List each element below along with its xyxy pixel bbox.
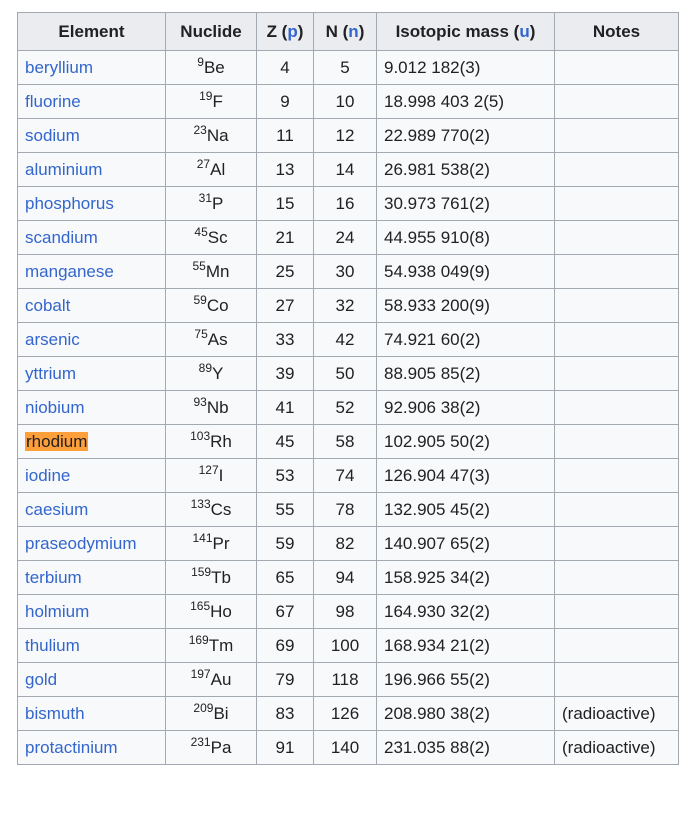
- element-symbol: Rh: [210, 431, 232, 451]
- header-n: [314, 13, 377, 51]
- table-row: [18, 153, 679, 187]
- notes-cell: [555, 527, 679, 561]
- header-notes-label: Notes: [592, 21, 641, 41]
- table-row: [18, 493, 679, 527]
- header-mass-label: Isotopic mass (: [395, 21, 520, 41]
- element-link-sodium[interactable]: sodium: [25, 125, 80, 145]
- header-isotopic-mass: [377, 13, 555, 51]
- isotopic-mass-cell: 22.989 770(2): [377, 119, 555, 153]
- element-symbol: Sc: [207, 227, 228, 247]
- header-z-label: Z (: [266, 21, 288, 41]
- proton-link[interactable]: p: [287, 21, 298, 41]
- notes-cell: [555, 459, 679, 493]
- nuclide-cell: [166, 119, 257, 153]
- table-row: [18, 459, 679, 493]
- proton-count-cell: 79: [257, 663, 314, 697]
- element-link-rhodium[interactable]: rhodium: [26, 431, 88, 451]
- header-n-label: N (: [325, 21, 349, 41]
- isotopic-mass-cell: 58.933 200(9): [377, 289, 555, 323]
- table-row: [18, 629, 679, 663]
- element-symbol: Cs: [210, 499, 232, 519]
- notes-cell: [555, 391, 679, 425]
- neutron-count-cell: 30: [314, 255, 377, 289]
- notes-cell: [555, 289, 679, 323]
- mononuclidic-elements-table: [17, 12, 679, 765]
- proton-count-cell: 41: [257, 391, 314, 425]
- element-symbol: F: [212, 91, 223, 111]
- element-symbol: P: [212, 193, 224, 213]
- element-link-protactinium[interactable]: protactinium: [25, 737, 118, 757]
- element-cell: [18, 187, 166, 221]
- mass-number: 55: [192, 258, 206, 273]
- neutron-count-cell: 94: [314, 561, 377, 595]
- proton-count-cell: 15: [257, 187, 314, 221]
- proton-count-cell: 4: [257, 51, 314, 85]
- isotopic-mass-cell: 9.012 182(3): [377, 51, 555, 85]
- notes-cell: [555, 493, 679, 527]
- neutron-count-cell: 32: [314, 289, 377, 323]
- notes-cell: [555, 561, 679, 595]
- table-row: [18, 595, 679, 629]
- header-notes: [555, 13, 679, 51]
- table-row: [18, 425, 679, 459]
- element-symbol: Au: [210, 669, 232, 689]
- neutron-count-cell: 98: [314, 595, 377, 629]
- element-cell: [18, 629, 166, 663]
- table-row: [18, 357, 679, 391]
- neutron-count-cell: 126: [314, 697, 377, 731]
- notes-cell: [555, 187, 679, 221]
- table-row: [18, 187, 679, 221]
- nuclide-cell: [166, 663, 257, 697]
- proton-count-cell: 25: [257, 255, 314, 289]
- element-cell: [18, 153, 166, 187]
- table-row: [18, 731, 679, 765]
- nuclide-cell: [166, 459, 257, 493]
- mass-number: 9: [197, 54, 204, 69]
- header-z: [257, 13, 314, 51]
- element-symbol: Mn: [205, 261, 230, 281]
- notes-cell: [555, 323, 679, 357]
- header-z-suffix: ): [297, 21, 304, 41]
- element-link-caesium[interactable]: caesium: [25, 499, 89, 519]
- table-row: [18, 323, 679, 357]
- isotopic-mass-cell: 168.934 21(2): [377, 629, 555, 663]
- proton-count-cell: 39: [257, 357, 314, 391]
- notes-cell: [555, 629, 679, 663]
- element-link-fluorine[interactable]: fluorine: [25, 91, 81, 111]
- isotopic-mass-cell: 132.905 45(2): [377, 493, 555, 527]
- proton-count-cell: 27: [257, 289, 314, 323]
- element-symbol: Na: [206, 125, 229, 145]
- neutron-count-cell: 42: [314, 323, 377, 357]
- element-symbol: Tb: [211, 567, 231, 587]
- nuclide-cell: [166, 493, 257, 527]
- notes-cell: [555, 255, 679, 289]
- mass-number: 141: [192, 530, 213, 545]
- element-symbol: Pr: [212, 533, 230, 553]
- proton-count-cell: 59: [257, 527, 314, 561]
- proton-count-cell: 13: [257, 153, 314, 187]
- mass-number: 31: [198, 190, 212, 205]
- neutron-count-cell: 52: [314, 391, 377, 425]
- mass-number: 93: [193, 394, 207, 409]
- isotopic-mass-cell: 140.907 65(2): [377, 527, 555, 561]
- isotopic-mass-cell: 26.981 538(2): [377, 153, 555, 187]
- mass-number: 197: [190, 666, 211, 681]
- element-link-iodine[interactable]: iodine: [25, 465, 71, 485]
- nuclide-cell: [166, 51, 257, 85]
- proton-count-cell: 9: [257, 85, 314, 119]
- header-nuclide-label: Nuclide: [180, 21, 242, 41]
- header-element: [18, 13, 166, 51]
- notes-cell: [555, 425, 679, 459]
- isotopic-mass-cell: 74.921 60(2): [377, 323, 555, 357]
- nuclide-cell: [166, 289, 257, 323]
- mass-number: 27: [196, 156, 211, 171]
- table-row: [18, 289, 679, 323]
- notes-cell: [555, 221, 679, 255]
- isotopic-mass-cell: 208.980 38(2): [377, 697, 555, 731]
- mass-number: 89: [198, 360, 212, 375]
- notes-cell: [555, 85, 679, 119]
- element-cell: [18, 323, 166, 357]
- nuclide-cell: [166, 425, 257, 459]
- notes-cell: [555, 51, 679, 85]
- element-link-beryllium[interactable]: beryllium: [25, 57, 94, 77]
- table-row: [18, 391, 679, 425]
- proton-count-cell: 21: [257, 221, 314, 255]
- table-row: [18, 85, 679, 119]
- element-cell: [18, 357, 166, 391]
- element-symbol: Al: [210, 159, 226, 179]
- neutron-count-cell: 82: [314, 527, 377, 561]
- header-mass-suffix: ): [529, 21, 536, 41]
- notes-cell: [555, 357, 679, 391]
- table-row: [18, 51, 679, 85]
- element-symbol: Pa: [210, 737, 232, 757]
- nuclide-cell: [166, 527, 257, 561]
- neutron-count-cell: 14: [314, 153, 377, 187]
- header-nuclide: [166, 13, 257, 51]
- mass-number: 59: [193, 292, 207, 307]
- element-cell: [18, 459, 166, 493]
- neutron-count-cell: 16: [314, 187, 377, 221]
- isotopic-mass-cell: 196.966 55(2): [377, 663, 555, 697]
- element-link-yttrium[interactable]: yttrium: [25, 363, 76, 383]
- nuclide-cell: [166, 731, 257, 765]
- element-cell: [18, 119, 166, 153]
- element-link-terbium[interactable]: terbium: [25, 567, 82, 587]
- table-row: [18, 561, 679, 595]
- mass-number: 133: [190, 496, 211, 511]
- element-symbol: Nb: [206, 397, 229, 417]
- element-link-arsenic[interactable]: arsenic: [25, 329, 80, 349]
- neutron-count-cell: 5: [314, 51, 377, 85]
- table-body: [18, 51, 679, 765]
- element-cell: [18, 255, 166, 289]
- element-symbol: I: [218, 465, 224, 485]
- proton-count-cell: 91: [257, 731, 314, 765]
- element-symbol: As: [207, 329, 228, 349]
- proton-count-cell: 33: [257, 323, 314, 357]
- neutron-count-cell: 78: [314, 493, 377, 527]
- nuclide-cell: [166, 221, 257, 255]
- nuclide-cell: [166, 595, 257, 629]
- isotopic-mass-cell: 54.938 049(9): [377, 255, 555, 289]
- mass-number: 127: [198, 462, 219, 477]
- mass-number: 19: [199, 88, 213, 103]
- isotopic-mass-cell: 44.955 910(8): [377, 221, 555, 255]
- nuclide-cell: [166, 85, 257, 119]
- header-element-label: Element: [58, 21, 125, 41]
- mass-number: 231: [190, 734, 211, 749]
- neutron-count-cell: 12: [314, 119, 377, 153]
- element-cell: [18, 425, 166, 459]
- element-cell: [18, 289, 166, 323]
- isotopic-mass-cell: 231.035 88(2): [377, 731, 555, 765]
- element-link-scandium[interactable]: scandium: [25, 227, 98, 247]
- element-symbol: Be: [203, 57, 225, 77]
- nuclide-cell: [166, 153, 257, 187]
- proton-count-cell: 53: [257, 459, 314, 493]
- neutron-count-cell: 58: [314, 425, 377, 459]
- element-cell: [18, 561, 166, 595]
- notes-cell: [555, 663, 679, 697]
- neutron-count-cell: 10: [314, 85, 377, 119]
- element-symbol: Bi: [213, 703, 229, 723]
- mass-number: 169: [188, 632, 209, 647]
- notes-cell: (radioactive): [555, 697, 679, 731]
- element-cell: [18, 663, 166, 697]
- element-symbol: Ho: [210, 601, 232, 621]
- element-symbol: Y: [212, 363, 224, 383]
- notes-cell: [555, 153, 679, 187]
- isotopic-mass-cell: 30.973 761(2): [377, 187, 555, 221]
- table-row: [18, 255, 679, 289]
- header-n-suffix: ): [358, 21, 365, 41]
- table-row: [18, 663, 679, 697]
- isotopic-mass-cell: 158.925 34(2): [377, 561, 555, 595]
- mass-number: 209: [193, 700, 214, 715]
- isotopic-mass-cell: 92.906 38(2): [377, 391, 555, 425]
- notes-cell: (radioactive): [555, 731, 679, 765]
- isotopic-mass-cell: 18.998 403 2(5): [377, 85, 555, 119]
- neutron-count-cell: 118: [314, 663, 377, 697]
- nuclide-cell: [166, 357, 257, 391]
- proton-count-cell: 45: [257, 425, 314, 459]
- element-link-niobium[interactable]: niobium: [25, 397, 85, 417]
- table-wrapper: [17, 12, 679, 765]
- element-link-gold[interactable]: gold: [25, 669, 58, 689]
- element-link-phosphorus[interactable]: phosphorus: [25, 193, 114, 213]
- neutron-count-cell: 140: [314, 731, 377, 765]
- table-row: [18, 119, 679, 153]
- element-cell: [18, 493, 166, 527]
- table-row: [18, 697, 679, 731]
- nuclide-cell: [166, 187, 257, 221]
- neutron-count-cell: 74: [314, 459, 377, 493]
- element-link-manganese[interactable]: manganese: [25, 261, 114, 281]
- mass-number: 103: [190, 428, 211, 443]
- element-link-praseodymium[interactable]: praseodymium: [25, 533, 137, 553]
- proton-count-cell: 55: [257, 493, 314, 527]
- proton-count-cell: 83: [257, 697, 314, 731]
- neutron-count-cell: 50: [314, 357, 377, 391]
- proton-count-cell: 69: [257, 629, 314, 663]
- element-cell: [18, 51, 166, 85]
- neutron-count-cell: 24: [314, 221, 377, 255]
- isotopic-mass-cell: 126.904 47(3): [377, 459, 555, 493]
- notes-cell: [555, 119, 679, 153]
- nuclide-cell: [166, 255, 257, 289]
- element-cell: [18, 697, 166, 731]
- notes-cell: [555, 595, 679, 629]
- nuclide-cell: [166, 697, 257, 731]
- proton-count-cell: 11: [257, 119, 314, 153]
- nuclide-cell: [166, 629, 257, 663]
- proton-count-cell: 65: [257, 561, 314, 595]
- element-cell: [18, 595, 166, 629]
- element-cell: [18, 527, 166, 561]
- element-cell: [18, 85, 166, 119]
- nuclide-cell: [166, 323, 257, 357]
- mass-number: 159: [191, 564, 212, 579]
- element-link-aluminium[interactable]: aluminium: [25, 159, 103, 179]
- neutron-link[interactable]: n: [348, 21, 359, 41]
- element-symbol: Co: [206, 295, 229, 315]
- isotopic-mass-cell: 164.930 32(2): [377, 595, 555, 629]
- mass-number: 45: [194, 224, 208, 239]
- element-link-holmium[interactable]: holmium: [25, 601, 90, 621]
- header-row: [18, 13, 679, 51]
- mass-number: 165: [190, 598, 211, 613]
- element-cell: [18, 731, 166, 765]
- neutron-count-cell: 100: [314, 629, 377, 663]
- proton-count-cell: 67: [257, 595, 314, 629]
- isotopic-mass-cell: 88.905 85(2): [377, 357, 555, 391]
- element-link-bismuth[interactable]: bismuth: [25, 703, 85, 723]
- element-cell: [18, 391, 166, 425]
- element-link-thulium[interactable]: thulium: [25, 635, 80, 655]
- table-row: [18, 221, 679, 255]
- mass-number: 75: [194, 326, 208, 341]
- mass-number: 23: [193, 122, 207, 137]
- nuclide-cell: [166, 561, 257, 595]
- nuclide-cell: [166, 391, 257, 425]
- element-link-cobalt[interactable]: cobalt: [25, 295, 71, 315]
- isotopic-mass-cell: 102.905 50(2): [377, 425, 555, 459]
- atomic-mass-unit-link[interactable]: u: [519, 21, 530, 41]
- element-cell: [18, 221, 166, 255]
- table-row: [18, 527, 679, 561]
- element-symbol: Tm: [208, 635, 234, 655]
